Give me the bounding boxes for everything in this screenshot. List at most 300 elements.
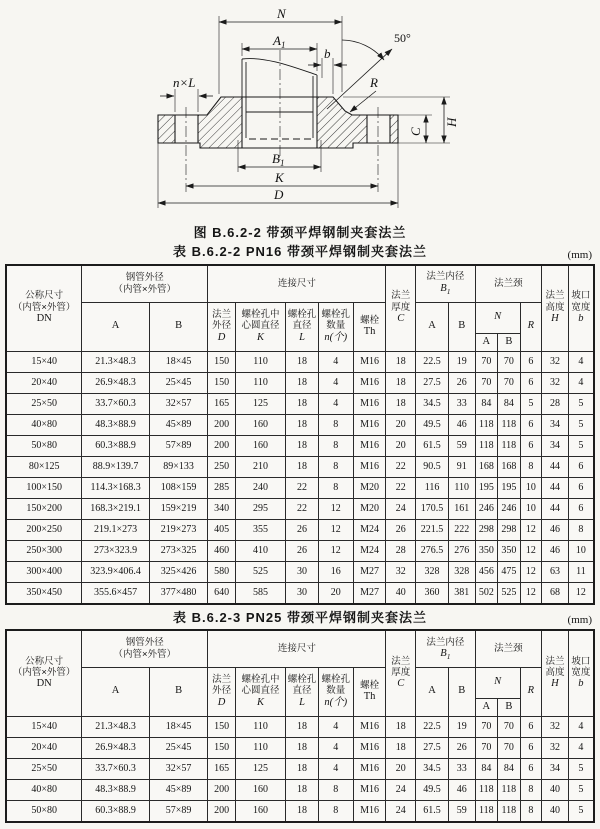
table-cell: 377×480 — [149, 582, 207, 604]
table-row — [6, 561, 594, 582]
col-header-groove-b: 坡口宽度 b — [568, 630, 594, 717]
table-row — [6, 393, 594, 414]
col-header-pipe-b: B — [149, 302, 207, 351]
table-cell: 18 — [286, 779, 319, 800]
pn25-flange-table — [5, 629, 595, 823]
table-cell: 285 — [208, 477, 236, 498]
table-cell: 110 — [235, 716, 285, 737]
table-cell: 63 — [542, 561, 569, 582]
table-cell: 44 — [542, 456, 569, 477]
table-cell: 118 — [498, 414, 521, 435]
table-cell: 32 — [386, 561, 416, 582]
table-cell: M16 — [353, 351, 386, 372]
table-cell: 150 — [208, 351, 236, 372]
table-cell: 4 — [318, 737, 353, 758]
table-cell: 84 — [475, 758, 498, 779]
table-cell: 118 — [498, 800, 521, 822]
dim-label-B1: $B_1$ — [272, 151, 285, 168]
table-cell: 15×40 — [6, 351, 82, 372]
table-cell: 21.3×48.3 — [82, 716, 150, 737]
col-header-pipe-b: B — [149, 667, 207, 716]
table-cell: 57×89 — [149, 800, 207, 822]
table-cell: 4 — [318, 758, 353, 779]
col-header-b1-b: B — [448, 302, 475, 351]
table-cell: 110 — [235, 351, 285, 372]
table-cell: 4 — [318, 716, 353, 737]
table-cell: 168 — [475, 456, 498, 477]
table-cell: 381 — [448, 582, 475, 604]
table-cell: 6 — [520, 372, 542, 393]
col-header-b1-a: A — [416, 667, 449, 716]
table-row — [6, 456, 594, 477]
table-cell: 200 — [208, 779, 236, 800]
table-row — [6, 779, 594, 800]
table-row — [6, 414, 594, 435]
table-cell: 10 — [568, 540, 594, 561]
table-cell: 219.1×273 — [82, 519, 150, 540]
table-cell: 34.5 — [416, 393, 449, 414]
col-header-d: 法兰外径 D — [208, 667, 236, 716]
dim-label-A1: $A_1$ — [273, 33, 286, 50]
table-row — [6, 540, 594, 561]
col-header-dn: 公称尺寸 （内管×外管） DN — [6, 630, 82, 717]
table-cell: 410 — [235, 540, 285, 561]
table-cell: 5 — [568, 800, 594, 822]
table-cell: 350 — [498, 540, 521, 561]
table-cell: 405 — [208, 519, 236, 540]
table-cell: 70 — [498, 716, 521, 737]
table-cell: 350 — [475, 540, 498, 561]
table-cell: 26 — [448, 737, 475, 758]
table-cell: 12 — [318, 540, 353, 561]
table-cell: 57×89 — [149, 435, 207, 456]
table-cell: 240 — [235, 477, 285, 498]
dim-label-b: b — [324, 46, 331, 61]
dim-label-50deg: 50° — [394, 31, 411, 45]
table-row — [6, 737, 594, 758]
col-header-pipe-a: A — [82, 667, 150, 716]
table-cell: 50×80 — [6, 435, 82, 456]
table-cell: M16 — [353, 372, 386, 393]
table-cell: 640 — [208, 582, 236, 604]
col-group-neck-n: N — [475, 667, 520, 698]
table-cell: 125 — [235, 393, 285, 414]
table-cell: 5 — [568, 414, 594, 435]
table-cell: 4 — [318, 372, 353, 393]
table1-caption: 表 B.6.2-2 PN16 带颈平焊钢制夹套法兰 — [173, 244, 427, 260]
table-cell: M27 — [353, 561, 386, 582]
col-header-n-count: 螺栓孔数量 n(个) — [318, 302, 353, 351]
table-cell: 222 — [448, 519, 475, 540]
table-cell: 110 — [448, 477, 475, 498]
table-cell: 28 — [386, 540, 416, 561]
table-cell: 5 — [568, 435, 594, 456]
table-cell: 195 — [498, 477, 521, 498]
table-cell: 26.9×48.3 — [82, 737, 150, 758]
table-cell: 22 — [386, 456, 416, 477]
table-cell: 585 — [235, 582, 285, 604]
col-header-n-count: 螺栓孔数量 n(个) — [318, 667, 353, 716]
table-cell: 20 — [386, 414, 416, 435]
col-group-pipe-od: 钢管外径 （内管×外管） — [82, 630, 208, 668]
jacket-pipe-lines — [242, 59, 317, 139]
table-cell: 110 — [235, 737, 285, 758]
table-cell: 8 — [318, 477, 353, 498]
table-cell: 195 — [475, 477, 498, 498]
table-cell: 360 — [416, 582, 449, 604]
col-header-d: 法兰外径 D — [208, 302, 236, 351]
table-cell: 328 — [448, 561, 475, 582]
table-cell: 18 — [386, 393, 416, 414]
table-cell: 12 — [568, 582, 594, 604]
table-cell: M16 — [353, 779, 386, 800]
table-cell: M24 — [353, 519, 386, 540]
col-group-neck-n: N — [475, 302, 520, 333]
table-cell: 25×45 — [149, 737, 207, 758]
table-cell: 11 — [568, 561, 594, 582]
table-cell: 32×57 — [149, 758, 207, 779]
table-cell: 30 — [286, 582, 319, 604]
table-cell: M24 — [353, 540, 386, 561]
col-header-k: 螺栓孔中心圆直径 K — [235, 302, 285, 351]
table-cell: M27 — [353, 582, 386, 604]
col-header-neck-a: A — [475, 333, 498, 351]
table1-caption-row — [0, 244, 600, 260]
table-cell: 250×300 — [6, 540, 82, 561]
table-cell: 84 — [498, 758, 521, 779]
table-cell: 70 — [475, 372, 498, 393]
table-cell: 21.3×48.3 — [82, 351, 150, 372]
table-cell: 4 — [568, 737, 594, 758]
table-cell: 150 — [208, 372, 236, 393]
table-cell: 10 — [520, 477, 542, 498]
col-group-neck: 法兰颈 — [475, 265, 542, 303]
table-cell: M16 — [353, 414, 386, 435]
table-cell: 325×426 — [149, 561, 207, 582]
table-cell: 165 — [208, 758, 236, 779]
table2-unit-label: (mm) — [567, 614, 592, 626]
table-cell: 28 — [542, 393, 569, 414]
col-group-neck: 法兰颈 — [475, 630, 542, 668]
table-cell: 221.5 — [416, 519, 449, 540]
table-cell: 27.5 — [416, 372, 449, 393]
table-cell: 46 — [542, 540, 569, 561]
table-cell: 8 — [520, 456, 542, 477]
table-cell: 48.3×88.9 — [82, 779, 150, 800]
col-header-thickness-c: 法兰厚度 C — [386, 265, 416, 352]
table-cell: M16 — [353, 435, 386, 456]
table-cell: 18×45 — [149, 716, 207, 737]
table-cell: 200×250 — [6, 519, 82, 540]
table-cell: 580 — [208, 561, 236, 582]
table-cell: 22 — [286, 498, 319, 519]
table-cell: 4 — [568, 716, 594, 737]
table-cell: 88.9×139.7 — [82, 456, 150, 477]
table-cell: 19 — [448, 351, 475, 372]
table-cell: 61.5 — [416, 800, 449, 822]
table-cell: 6 — [568, 498, 594, 519]
table-cell: 40 — [386, 582, 416, 604]
table-cell: 160 — [235, 779, 285, 800]
table-cell: 273×323.9 — [82, 540, 150, 561]
table-cell: 34 — [542, 435, 569, 456]
table-cell: 323.9×406.4 — [82, 561, 150, 582]
table-cell: 276.5 — [416, 540, 449, 561]
table-cell: 12 — [318, 519, 353, 540]
table-cell: M16 — [353, 456, 386, 477]
table-cell: 150×200 — [6, 498, 82, 519]
table-cell: 118 — [475, 435, 498, 456]
table-row — [6, 351, 594, 372]
col-header-th: 螺栓 Th — [353, 667, 386, 716]
table-row — [6, 372, 594, 393]
table-cell: 26 — [286, 540, 319, 561]
table-cell: 70 — [475, 716, 498, 737]
table-cell: 32 — [542, 372, 569, 393]
table-cell: 18×45 — [149, 351, 207, 372]
table-cell: 20 — [318, 582, 353, 604]
table-cell: 26 — [286, 519, 319, 540]
table-cell: M16 — [353, 393, 386, 414]
table-header — [6, 265, 594, 352]
table2-caption: 表 B.6.2-3 PN25 带颈平焊钢制夹套法兰 — [173, 609, 427, 625]
table-cell: 70 — [498, 372, 521, 393]
table-cell: 18 — [386, 737, 416, 758]
table-cell: 8 — [568, 519, 594, 540]
table-cell: 108×159 — [149, 477, 207, 498]
table-cell: 60.3×88.9 — [82, 800, 150, 822]
col-header-r: R — [520, 667, 542, 716]
col-header-neck-a: A — [475, 698, 498, 716]
pn16-table-body — [6, 351, 594, 604]
table-cell: 8 — [318, 414, 353, 435]
table-cell: 350×450 — [6, 582, 82, 604]
col-header-b1-a: A — [416, 302, 449, 351]
table-cell: 84 — [498, 393, 521, 414]
table-cell: 90.5 — [416, 456, 449, 477]
table-cell: 10 — [520, 498, 542, 519]
table-cell: 18 — [386, 716, 416, 737]
table-cell: 18 — [286, 737, 319, 758]
table-cell: 100×150 — [6, 477, 82, 498]
table-cell: 200 — [208, 800, 236, 822]
table-cell: 33.7×60.3 — [82, 758, 150, 779]
table-cell: M16 — [353, 758, 386, 779]
table-cell: 6 — [520, 716, 542, 737]
table-cell: 22 — [286, 477, 319, 498]
table-cell: 8 — [520, 800, 542, 822]
table-cell: 40 — [542, 779, 569, 800]
col-header-groove-b: 坡口宽度 b — [568, 265, 594, 352]
table-cell: 34 — [542, 758, 569, 779]
table-cell: 6 — [568, 477, 594, 498]
col-header-pipe-a: A — [82, 302, 150, 351]
dim-label-H: H — [444, 117, 459, 127]
table-row — [6, 758, 594, 779]
table-cell: 26.9×48.3 — [82, 372, 150, 393]
dim-label-nxL: n×L — [173, 75, 196, 90]
table-cell: 6 — [568, 456, 594, 477]
table-cell: 46 — [448, 414, 475, 435]
table-cell: 45×89 — [149, 779, 207, 800]
table-row — [6, 435, 594, 456]
table-cell: 6 — [520, 414, 542, 435]
table-cell: 26 — [386, 519, 416, 540]
table-cell: 18 — [286, 800, 319, 822]
table-cell: 460 — [208, 540, 236, 561]
table-cell: 20 — [386, 435, 416, 456]
table-cell: 20×40 — [6, 372, 82, 393]
table-cell: 298 — [498, 519, 521, 540]
table-cell: 200 — [208, 435, 236, 456]
table-cell: 18 — [286, 414, 319, 435]
table-cell: 30 — [286, 561, 319, 582]
table-cell: 18 — [286, 758, 319, 779]
table-cell: 61.5 — [416, 435, 449, 456]
table-cell: 5 — [568, 779, 594, 800]
table-cell: 8 — [318, 456, 353, 477]
table-cell: 84 — [475, 393, 498, 414]
col-header-l: 螺栓孔直径 L — [286, 667, 319, 716]
table-cell: 24 — [386, 779, 416, 800]
table-cell: 355.6×457 — [82, 582, 150, 604]
table-cell: 295 — [235, 498, 285, 519]
table-cell: 159×219 — [149, 498, 207, 519]
table-cell: 40×80 — [6, 779, 82, 800]
table-cell: 22 — [386, 477, 416, 498]
table-cell: 34.5 — [416, 758, 449, 779]
table-cell: 273×325 — [149, 540, 207, 561]
table-cell: 32 — [542, 351, 569, 372]
table-cell: 25×45 — [149, 372, 207, 393]
table-cell: 6 — [520, 758, 542, 779]
table-cell: 22.5 — [416, 351, 449, 372]
table-cell: 118 — [498, 779, 521, 800]
table-cell: 25×50 — [6, 758, 82, 779]
table-cell: 18 — [386, 351, 416, 372]
table-cell: 25×50 — [6, 393, 82, 414]
table-cell: 150 — [208, 737, 236, 758]
table-cell: 68 — [542, 582, 569, 604]
table-cell: 4 — [568, 351, 594, 372]
table-cell: 33.7×60.3 — [82, 393, 150, 414]
table-cell: 12 — [520, 540, 542, 561]
col-group-inner-dia-b1: 法兰内径 $B_1$ — [416, 265, 475, 303]
table-cell: 19 — [448, 716, 475, 737]
col-header-thickness-c: 法兰厚度 C — [386, 630, 416, 717]
table-cell: 170.5 — [416, 498, 449, 519]
table-cell: 18 — [386, 372, 416, 393]
table-cell: 27.5 — [416, 737, 449, 758]
table-cell: 40×80 — [6, 414, 82, 435]
table-cell: 89×133 — [149, 456, 207, 477]
table-cell: 34 — [542, 414, 569, 435]
table-cell: 456 — [475, 561, 498, 582]
table-cell: 24 — [386, 800, 416, 822]
col-header-height-h: 法兰高度 H — [542, 630, 569, 717]
table-cell: 250 — [208, 456, 236, 477]
table-cell: 8 — [318, 779, 353, 800]
table-cell: 340 — [208, 498, 236, 519]
table-row — [6, 716, 594, 737]
table-cell: 8 — [318, 800, 353, 822]
dim-label-N: N — [277, 6, 286, 21]
table-cell: 168 — [498, 456, 521, 477]
table-row — [6, 519, 594, 540]
table1-unit-label: (mm) — [567, 248, 592, 261]
col-header-k: 螺栓孔中心圆直径 K — [235, 667, 285, 716]
table-cell: 246 — [475, 498, 498, 519]
table-cell: 5 — [568, 393, 594, 414]
dim-label-R: R — [370, 75, 378, 90]
table-cell: 49.5 — [416, 779, 449, 800]
table-cell: 45×89 — [149, 414, 207, 435]
table-cell: 150 — [208, 716, 236, 737]
table-cell: 49.5 — [416, 414, 449, 435]
table-cell: 40 — [542, 800, 569, 822]
table-cell: M16 — [353, 716, 386, 737]
table-cell: 59 — [448, 435, 475, 456]
table-cell: 12 — [520, 561, 542, 582]
table-cell: 12 — [520, 519, 542, 540]
table-cell: 502 — [475, 582, 498, 604]
col-header-th: 螺栓 Th — [353, 302, 386, 351]
table-cell: 18 — [286, 716, 319, 737]
col-header-dn: 公称尺寸 （内管×外管） DN — [6, 265, 82, 352]
dim-label-K: K — [275, 170, 284, 185]
table-cell: 18 — [286, 435, 319, 456]
table-cell: 70 — [475, 351, 498, 372]
pn16-flange-table — [5, 264, 595, 605]
table-cell: 118 — [475, 779, 498, 800]
table-cell: 32 — [542, 737, 569, 758]
table-cell: 44 — [542, 498, 569, 519]
table-cell: 168.3×219.1 — [82, 498, 150, 519]
table-cell: 6 — [520, 435, 542, 456]
col-header-b1-b: B — [448, 667, 475, 716]
table-cell: 525 — [498, 582, 521, 604]
col-group-inner-dia-b1: 法兰内径 $B_1$ — [416, 630, 475, 668]
table-cell: 50×80 — [6, 800, 82, 822]
table-cell: 165 — [208, 393, 236, 414]
table-cell: 16 — [318, 561, 353, 582]
table-cell: 70 — [498, 351, 521, 372]
col-header-neck-b: B — [498, 698, 521, 716]
table-cell: 44 — [542, 477, 569, 498]
table-cell: 60.3×88.9 — [82, 435, 150, 456]
table-cell: 200 — [208, 414, 236, 435]
table-cell: 300×400 — [6, 561, 82, 582]
table-cell: 46 — [542, 519, 569, 540]
table-cell: 12 — [318, 498, 353, 519]
table-cell: 8 — [318, 435, 353, 456]
table-cell: 20×40 — [6, 737, 82, 758]
table-cell: 116 — [416, 477, 449, 498]
table-cell: 70 — [498, 737, 521, 758]
table-cell: 276 — [448, 540, 475, 561]
table-cell: 246 — [498, 498, 521, 519]
table-cell: M20 — [353, 477, 386, 498]
table-cell: 114.3×168.3 — [82, 477, 150, 498]
table-cell: 18 — [286, 456, 319, 477]
table-row — [6, 477, 594, 498]
table-cell: 46 — [448, 779, 475, 800]
table-row — [6, 582, 594, 604]
table-cell: 161 — [448, 498, 475, 519]
col-header-neck-b: B — [498, 333, 521, 351]
table-cell: 4 — [318, 351, 353, 372]
table-cell: 24 — [386, 498, 416, 519]
